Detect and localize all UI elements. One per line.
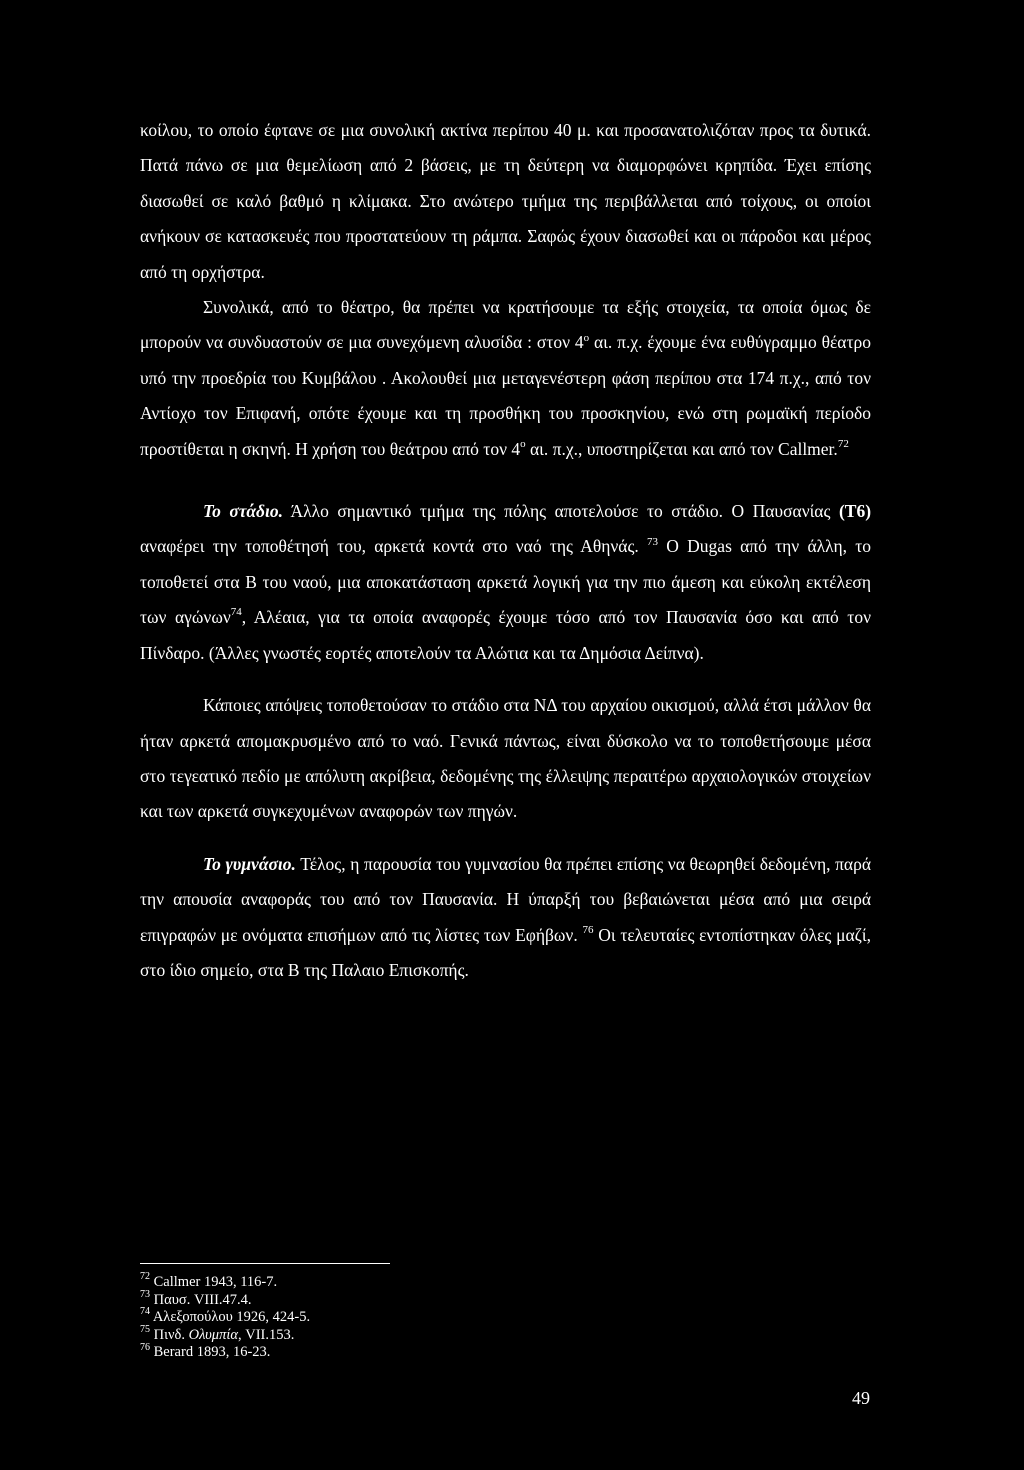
footnote-72: $^{72}$ Callmer 1943, 116-7. <box>140 1271 278 1290</box>
footnote-76: $^{76}$ Berard 1893, 16-23. <box>140 1341 271 1361</box>
paragraph-3 <box>140 494 871 671</box>
page-number: 49 <box>852 1388 870 1408</box>
paragraph-5 <box>140 847 871 989</box>
paragraph-1: κοίλου, το οποίο έφτανε σε μια συνολική ακτίνα περίπου 40 μ. και προσανατολιζόταν προς τα δυτικά. Πατά πάνω σε μια θεμελίωση από 2 βάσεις, με τη δεύτερη να διαμορφώνει κρηπίδα. Έχει επίσης διασωθεί σε καλό βαθμό η κλίμακα. Στο ανώτερο τμήμα της περιβάλλεται από τοίχους, οι οποίοι ανήκουν σε κατασκευές που προστατεύουν τη ράμπα. Σαφώς έχουν διασωθεί και οι πάροδοι και μέρος από τη ορχήστρα. <box>140 120 871 282</box>
paragraph-3-part-a: Άλλο σημαντικό τμήμα της πόλης αποτελούσε το στάδιο. Ο Παυσανίας <box>282 501 839 522</box>
footnote-73: $^{73}$ Παυσ. VIII.47.4. <box>140 1288 252 1308</box>
footnotes <box>140 1271 311 1362</box>
source-ref-t6: (Τ6) <box>838 501 872 522</box>
footnote-divider <box>140 1263 390 1264</box>
paragraph-3-part-b: αναφέρει την τοποθέτησή του, αρκετά κοντά στο ναό της Αθηνάς. <box>140 536 639 557</box>
paragraph-2-part-a: Συνολικά, από το θέατρο, θα πρέπει να κρατήσουμε τα εξής στοιχεία, τα οποία όμως δε μπορούν να συνδυαστούν σε μια συνεχόμενη αλυσίδα : στον 4 <box>140 297 871 353</box>
paragraph-2-part-c: αι. π.χ., υποστηρίζεται και από τον Callmer. <box>525 438 838 459</box>
footnote-ref-76: 76 <box>582 923 594 936</box>
footnote-74: $^{74}$ Αλεξοπούλου 1926, 424-5. <box>140 1306 311 1326</box>
body-text <box>140 113 871 988</box>
paragraph-5-part-a: Τέλος, η παρουσία του γυμνασίου θα πρέπει επίσης να θεωρηθεί δεδομένη, παρά την απουσία αναφοράς του από τον Παυσανία. Η ύπαρξή του βεβαιώνεται μέσα από μια σειρά επιγραφών με ονόματα επισήμων από τις λίστες των Εφήβων. <box>140 853 871 945</box>
superscript-o: ο <box>583 331 590 344</box>
section-heading-stadium: Το στάδιο. <box>203 501 283 522</box>
paragraph-5-part-b: Οι τελευταίες εντοπίστηκαν όλες μαζί, στο ίδιο σημείο, στα Β της Παλαιο Επισκοπής. <box>140 924 871 980</box>
paragraph-3-part-d: , Αλέαια, για τα οποία αναφορές έχουμε τόσο από τον Παυσανία όσο και από τον Πίνδαρο. (Άλλες γνωστές εορτές αποτελούν τα Αλώτια και τα Δημόσια Δείπνα). <box>140 607 871 663</box>
section-heading-gymnasium: Το γυμνάσιο. <box>203 853 296 874</box>
footnote-ref-74: 74 <box>230 606 242 619</box>
paragraph-4: Κάποιες απόψεις τοποθετούσαν το στάδιο στα ΝΔ του αρχαίου οικισμού, αλλά έτσι μάλλον θα ήταν αρκετά απομακρυσμένο από το ναό. Γενικά πάντως, είναι δύσκολο να το τοποθετήσουμε μέσα στο τεγεατικό πεδίο με απόλυτη ακρίβεια, δεδομένης της έλλειψης περαιτέρω αρχαιολογικών στοιχείων και των αρκετά συγκεχυμένων αναφορών των πηγών. <box>140 695 871 822</box>
footnote-ref-73: 73 <box>647 535 659 548</box>
paragraph-3-part-c: Ο Dugas από την άλλη, το τοποθετεί στα Β του ναού, μια αποκατάσταση αρκετά λογική για την πιο άμεση και εύκολη εκτέλεση των αγώνων <box>140 536 872 628</box>
paragraph-2 <box>140 290 871 467</box>
footnote-75: $^{75}$ Πινδ. Ολυμπία, VII.153. <box>140 1323 295 1343</box>
footnote-ref-72: 72 <box>837 437 849 450</box>
paragraph-2-part-b: αι. π.χ. έχουμε ένα ευθύγραμμο θέατρο υπό την προεδρία του Κυμβάλου . Ακολουθεί μια μεταγενέστερη φάση περίπου στα 174 π.χ., από τον Αντίοχο τον Επιφανή, οπότε έχουμε και τη προσθήκη του προσκηνίου, ενώ στη ρωμαϊκή περίοδο προστίθεται η σκηνή. Η χρήση του θεάτρου από τον 4 <box>140 332 871 459</box>
superscript-o: ο <box>520 437 526 450</box>
